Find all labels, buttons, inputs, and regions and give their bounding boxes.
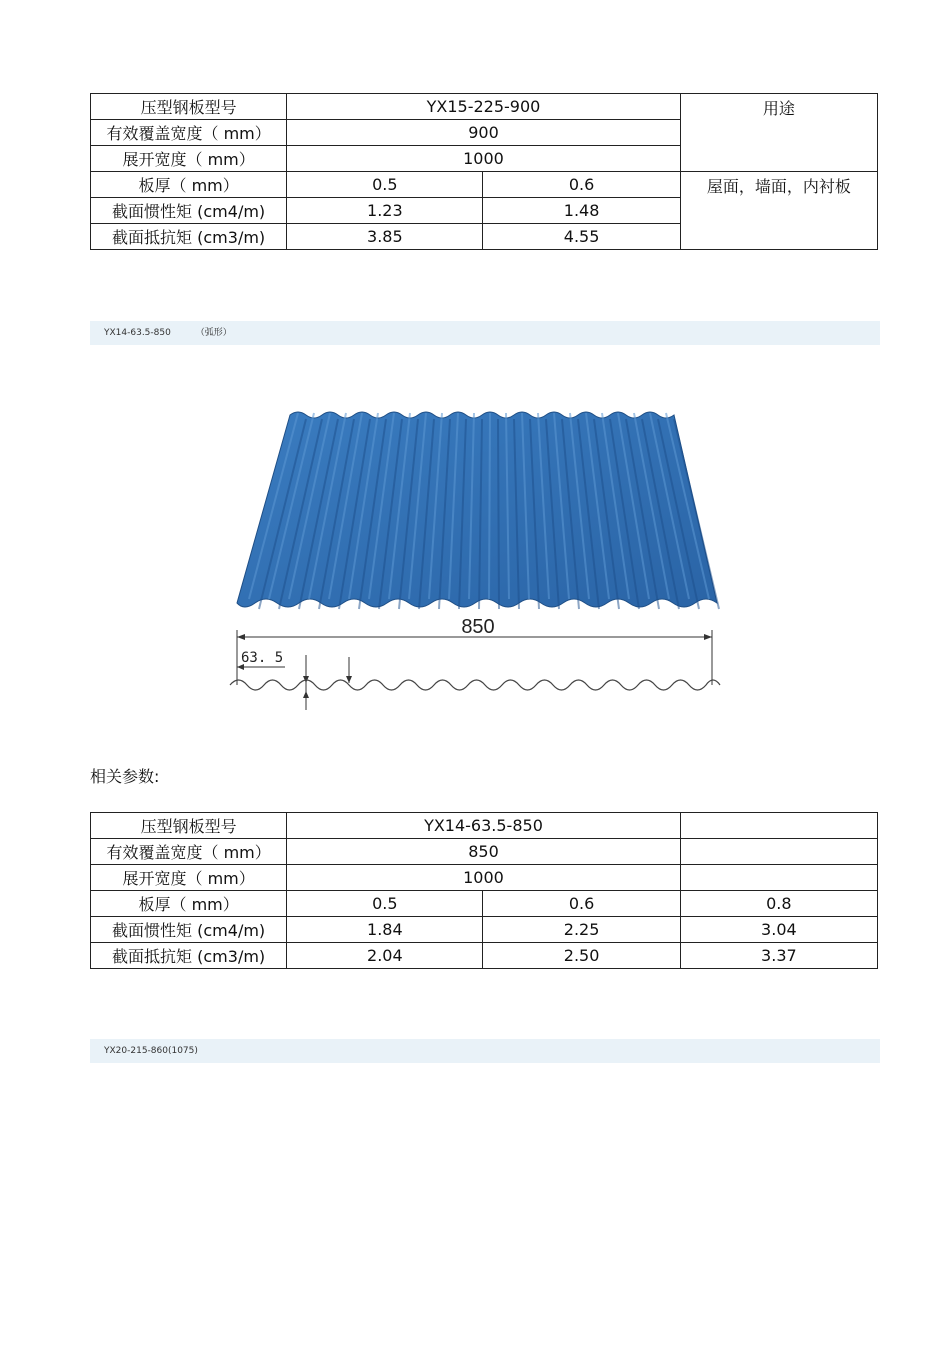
model-value: YX15-225-900 xyxy=(287,94,680,120)
section-code: YX14-63.5-850 xyxy=(104,328,171,338)
cell-value: 1000 xyxy=(287,865,680,891)
row-label: 板厚（ mm） xyxy=(91,172,287,198)
cell-value: 4.55 xyxy=(483,224,680,250)
row-label: 截面抵抗矩 (cm3/m) xyxy=(91,943,287,969)
cell-value: 1000 xyxy=(287,146,680,172)
profile-section xyxy=(230,680,720,690)
width-dimension-label: 850 xyxy=(461,616,495,638)
pitch-dimension-label: 63. 5 xyxy=(241,650,284,666)
cell-value: 3.85 xyxy=(287,224,483,250)
cell-value: 0.6 xyxy=(483,891,680,917)
table-row xyxy=(91,94,878,120)
table-row xyxy=(91,943,878,969)
cell-value: 3.04 xyxy=(680,917,877,943)
row-label: 压型钢板型号 xyxy=(91,94,287,120)
table-row xyxy=(91,839,878,865)
row-label: 截面惯性矩 (cm4/m) xyxy=(91,917,287,943)
row-label: 展开宽度（ mm） xyxy=(91,146,287,172)
cell-value: 0.5 xyxy=(287,891,483,917)
cell-value: 0.6 xyxy=(483,172,680,198)
cell-value: 0.5 xyxy=(287,172,483,198)
cell-value: 1.48 xyxy=(483,198,680,224)
table-row xyxy=(91,172,878,198)
sheet-valley xyxy=(498,419,499,609)
model-value: YX14-63.5-850 xyxy=(287,813,680,839)
corrugated-sheet-figure xyxy=(225,405,725,715)
empty-cell xyxy=(680,839,877,865)
table-row xyxy=(91,865,878,891)
row-label: 有效覆盖宽度（ mm） xyxy=(91,120,287,146)
usage-value: 屋面，墙面，内衬板 xyxy=(680,172,877,250)
section-note: （弧形） xyxy=(195,328,232,338)
section-header xyxy=(90,1039,880,1063)
empty-cell xyxy=(680,865,877,891)
table-row xyxy=(91,813,878,839)
row-label: 展开宽度（ mm） xyxy=(91,865,287,891)
row-label: 板厚（ mm） xyxy=(91,891,287,917)
sheet-ridge xyxy=(489,413,490,599)
cell-value: 900 xyxy=(287,120,680,146)
row-label: 截面抵抗矩 (cm3/m) xyxy=(91,224,287,250)
empty-cell xyxy=(680,813,877,839)
section-code: YX20-215-860(1075) xyxy=(104,1046,198,1056)
section-header xyxy=(90,321,880,345)
row-label: 有效覆盖宽度（ mm） xyxy=(91,839,287,865)
cell-value: 3.37 xyxy=(680,943,877,969)
cell-value: 2.04 xyxy=(287,943,483,969)
cell-value: 1.23 xyxy=(287,198,483,224)
cell-value: 0.8 xyxy=(680,891,877,917)
cell-value: 1.84 xyxy=(287,917,483,943)
row-label: 截面惯性矩 (cm4/m) xyxy=(91,198,287,224)
cell-value: 850 xyxy=(287,839,680,865)
params-label: 相关参数: xyxy=(90,767,160,786)
table-row xyxy=(91,917,878,943)
spec-table-yx15 xyxy=(90,93,878,250)
cell-value: 2.50 xyxy=(483,943,680,969)
row-label: 压型钢板型号 xyxy=(91,813,287,839)
cell-value: 2.25 xyxy=(483,917,680,943)
usage-header: 用途 xyxy=(680,94,877,172)
spec-table-yx14 xyxy=(90,812,878,969)
table-row xyxy=(91,891,878,917)
